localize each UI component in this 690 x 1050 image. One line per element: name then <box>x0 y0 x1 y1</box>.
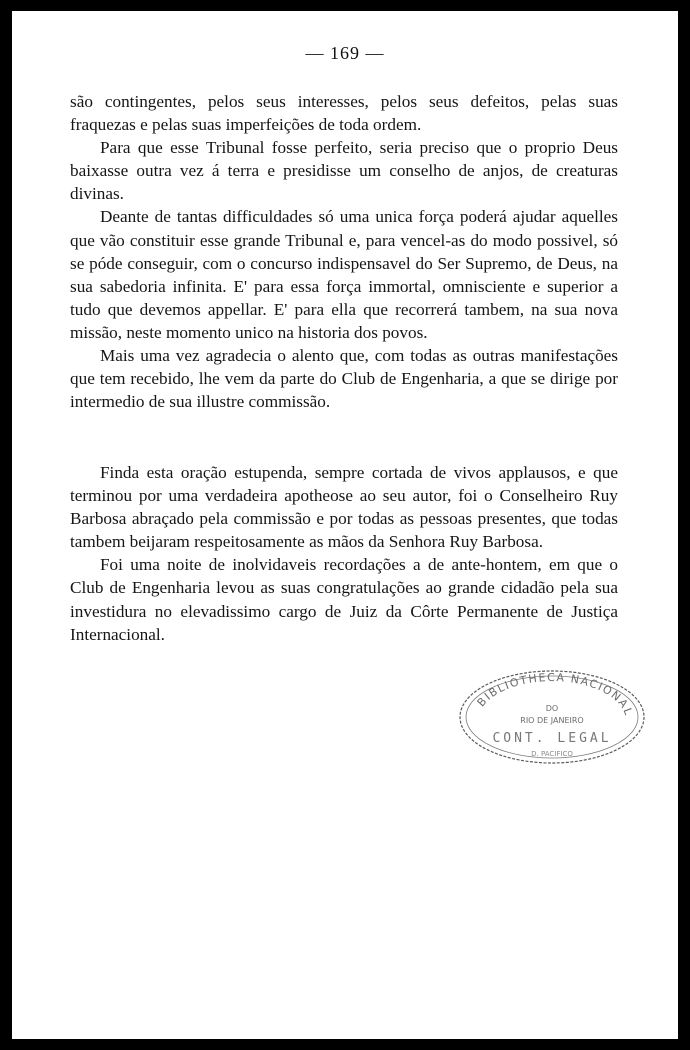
paragraph: Finda esta oração estupenda, sempre cortada de vivos applausos, e que terminou por uma verdadeira apotheose ao seu autor, foi o Conselheiro Ruy Barbosa abraçado pela commissão e por todas as pessoas presentes, que todas tambem beijaram respeitosamente as mãos da Senhora Ruy Barbosa. <box>70 463 618 552</box>
paragraph: Foi uma noite de inolvidaveis recordações a de ante-hontem, em que o Club de Engenharia levou as suas congratulações ao grande cidadão pela sua investidura no elevadissimo cargo de Juiz da Côrte Permanente de Justiça Internacional. <box>70 555 618 644</box>
stamp-bottom-text: D. PACIFICO <box>531 750 573 758</box>
stamp-city-text: RIO DE JANEIRO <box>520 716 584 725</box>
paragraph: Para que esse Tribunal fosse perfeito, seria preciso que o proprio Deus baixasse outra vez á terra e presidisse um conselho de anjos, de creaturas divinas. <box>70 138 618 204</box>
library-stamp <box>450 659 650 769</box>
paragraph: Deante de tantas difficuldades só uma unica força poderá ajudar aquelles que vão constituir esse grande Tribunal e, para vencel-as do modo possivel, só se póde conseguir, com o concurso indispensavel do Ser Supremo, de Deus, na sua sabedoria infinita. E' para essa força immortal, omnisciente e superior a tudo que devemos appellar. E' para ella que recorrerá tambem, na sua nova missão, neste momento unico na historia dos povos. <box>70 207 618 342</box>
stamp-top-text: BIBLIOTHECA NACIONAL <box>474 670 636 718</box>
stamp-middle-text: DO <box>545 704 559 713</box>
stamp-main-text: CONT. LEGAL <box>492 731 612 746</box>
document-page <box>12 11 678 1039</box>
text-block-bottom <box>70 461 618 646</box>
text-block-top <box>70 90 618 413</box>
paragraph: Mais uma vez agradecia o alento que, com todas as outras manifestações que tem recebido, lhe vem da parte do Club de Engenharia, a que se dirige por intermedio de sua illustre commissão. <box>70 346 618 412</box>
paragraph: são contingentes, pelos seus interesses, pelos seus defeitos, pelas suas fraquezas e pelas suas imperfeições de toda ordem. <box>70 92 618 135</box>
page-number: — 169 — <box>305 43 385 63</box>
